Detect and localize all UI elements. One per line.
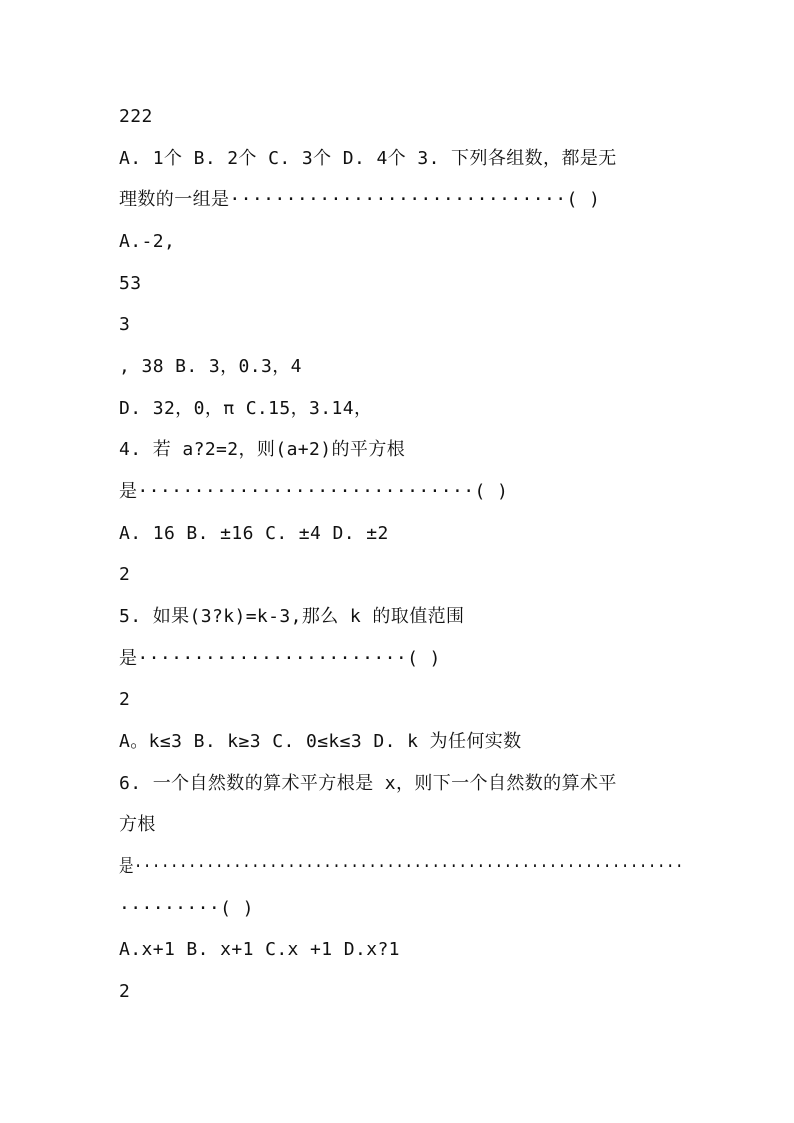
text-line: 2	[119, 981, 131, 1002]
text-line: ·········( )	[119, 898, 254, 919]
text-line: A. 1个 B. 2个 C. 3个 D. 4个 3. 下列各组数，都是无	[119, 148, 617, 169]
text-line: , 38 B. 3，0.3，4	[119, 356, 302, 377]
text-line: 3	[119, 314, 131, 335]
text-line: 53	[119, 273, 142, 294]
text-line: D. 32，0，π C.15，3.14，	[119, 398, 373, 419]
text-line: 222	[119, 106, 153, 127]
text-line: 5. 如果(3?k)=k-3,那么 k 的取值范围	[119, 606, 465, 627]
text-line: A.-2,	[119, 231, 176, 252]
text-line: 2	[119, 564, 131, 585]
text-line: 2	[119, 689, 131, 710]
text-line: A.x+1 B. x+1 C.x +1 D.x?1	[119, 939, 400, 960]
text-line: 4. 若 a?2=2，则(a+2)的平方根	[119, 439, 406, 460]
text-line: 是······························( )	[119, 481, 509, 502]
text-line: 是·····························································	[119, 856, 684, 877]
text-line: 理数的一组是······························( )	[119, 189, 601, 210]
text-line: 方根	[119, 814, 156, 835]
text-line: A. 16 B. ±16 C. ±4 D. ±2	[119, 523, 389, 544]
text-line: A。k≤3 B. k≥3 C. 0≤k≤3 D. k 为任何实数	[119, 731, 522, 752]
text-line: 是························( )	[119, 648, 441, 669]
text-line: 6. 一个自然数的算术平方根是 x，则下一个自然数的算术平	[119, 773, 617, 794]
